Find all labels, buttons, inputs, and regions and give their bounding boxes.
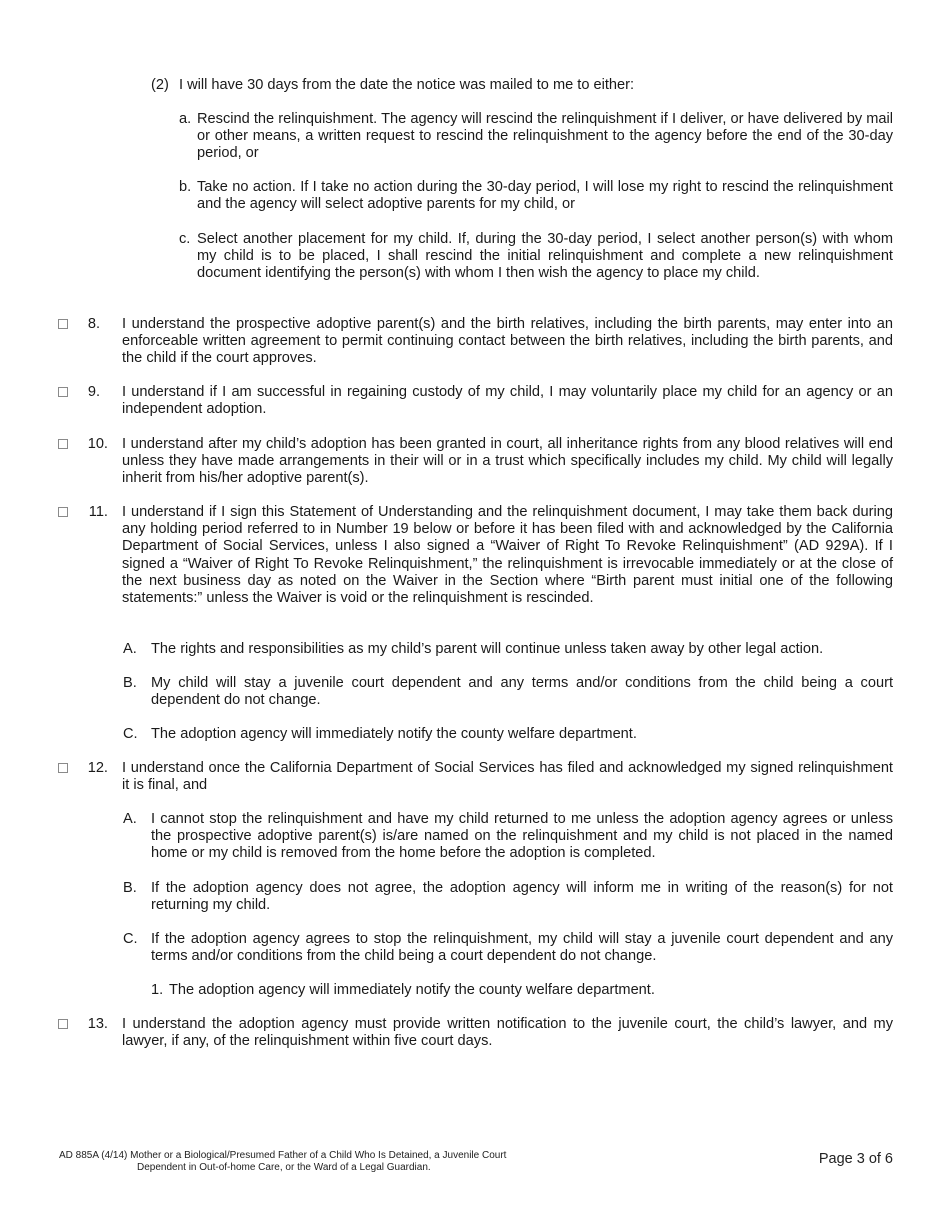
form-footer-line-2: Dependent in Out-of-home Care, or the Ward of a Legal Guardian. [137, 1162, 431, 1173]
item-12-sub-c-1-label: 1. [151, 982, 164, 998]
item-11-sub-b-label: B. [123, 675, 137, 691]
item-9-checkbox[interactable] [58, 387, 68, 397]
item-12-text: I understand once the California Department of Social Services has filed and acknowledged my signed relinquishment it is final, and [122, 760, 893, 794]
item-11-number: 11. [88, 504, 108, 520]
item-10-number: 10. [87, 436, 108, 452]
item-9-text: I understand if I am successful in regaining custody of my child, I may voluntarily place my child for an agency or an independent adoption. [122, 384, 893, 418]
option-b-text: Take no action. If I take no action during the 30-day period, I will lose my right to rescind the relinquishment and the agency will select adoptive parents for my child, or [197, 179, 893, 213]
item-12-sub-b-label: B. [123, 880, 137, 896]
form-footer-line-1: AD 885A (4/14) Mother or a Biological/Presumed Father of a Child Who Is Detained, a Juvenile Court [59, 1150, 507, 1161]
item-13-checkbox[interactable] [58, 1019, 68, 1029]
option-b-label: b. [179, 179, 192, 195]
item-12-sub-c-label: C. [123, 931, 138, 947]
item-8-checkbox[interactable] [58, 319, 68, 329]
intro-text: I will have 30 days from the date the notice was mailed to me to either: [179, 77, 635, 93]
item-12-sub-a-label: A. [123, 811, 137, 827]
item-11-sub-c-label: C. [123, 726, 138, 742]
option-c-label: c. [179, 231, 191, 247]
item-13-number: 13. [87, 1016, 108, 1032]
item-12-sub-c-text: If the adoption agency agrees to stop the relinquishment, my child will stay a juvenile court dependent and any terms and/or conditions from the child being a court dependent do not change. [151, 931, 893, 965]
item-12-number: 12. [87, 760, 108, 776]
item-11-sub-a-label: A. [123, 641, 137, 657]
item-8-number: 8. [87, 316, 100, 332]
item-12-sub-a-text: I cannot stop the relinquishment and have my child returned to me unless the adoption agency agrees or unless the prospective adoptive parent(s) is/are named on the relinquishment and my child is not placed in the named home or my child is removed from the home before the adoption is completed. [151, 811, 893, 862]
page-number: Page 3 of 6 [818, 1151, 893, 1167]
item-12-checkbox[interactable] [58, 763, 68, 773]
item-12-sub-b-text: If the adoption agency does not agree, the adoption agency will inform me in writing of the reason(s) for not returning my child. [151, 880, 893, 914]
item-11-sub-c-text: The adoption agency will immediately notify the county welfare department. [151, 726, 637, 742]
item-8-text: I understand the prospective adoptive parent(s) and the birth relatives, including the birth parents, may enter into an enforceable written agreement to permit continuing contact between the birth relatives, including the birth parents, and the child if the court approves. [122, 316, 893, 367]
item-9-number: 9. [87, 384, 100, 400]
item-10-checkbox[interactable] [58, 439, 68, 449]
item-12-sub-c-1-text: The adoption agency will immediately notify the county welfare department. [169, 982, 655, 998]
item-11-checkbox[interactable] [58, 507, 68, 517]
item-13-text: I understand the adoption agency must provide written notification to the juvenile court, the child’s lawyer, and my lawyer, if any, of the relinquishment within five court days. [122, 1016, 893, 1050]
item-10-text: I understand after my child’s adoption has been granted in court, all inheritance rights from any blood relatives will end unless they have made arrangements in their will or in a trust which specifically includes my child. My child will legally inherit from his/her adoptive parent(s). [122, 436, 893, 487]
item-11-text: I understand if I sign this Statement of Understanding and the relinquishment document, I may take them back during any holding period referred to in Number 19 below or before it has been filed with and acknowledged by the California Department of Social Services, unless I also signed a “Waiver of Right To Revoke Relinquishment” (AD 929A). If I signed a “Waiver of Right To Revoke Relinquishment,” the relinquishment is irrevocable immediately or at the close of the next business day as noted on the Waiver in the Section where “Birth parent must initial one of the following statements:” unless the Waiver is void or the relinquishment is rescinded. [122, 504, 893, 607]
option-a-label: a. [179, 111, 192, 127]
item-11-sub-b-text: My child will stay a juvenile court dependent and any terms and/or conditions from the child being a court dependent do not change. [151, 675, 893, 709]
option-a-text: Rescind the relinquishment. The agency will rescind the relinquishment if I deliver, or have delivered by mail or other means, a written request to rescind the relinquishment to the agency before the end of the 30-day period, or [197, 111, 893, 162]
option-c-text: Select another placement for my child. If, during the 30-day period, I select another person(s) with whom my child is to be placed, I shall rescind the initial relinquishment and complete a new relinquishment document identifying the person(s) with whom I then wish the agency to place my child. [197, 231, 893, 282]
intro-label: (2) [151, 77, 169, 93]
item-11-sub-a-text: The rights and responsibilities as my child’s parent will continue unless taken away by other legal action. [151, 641, 824, 657]
